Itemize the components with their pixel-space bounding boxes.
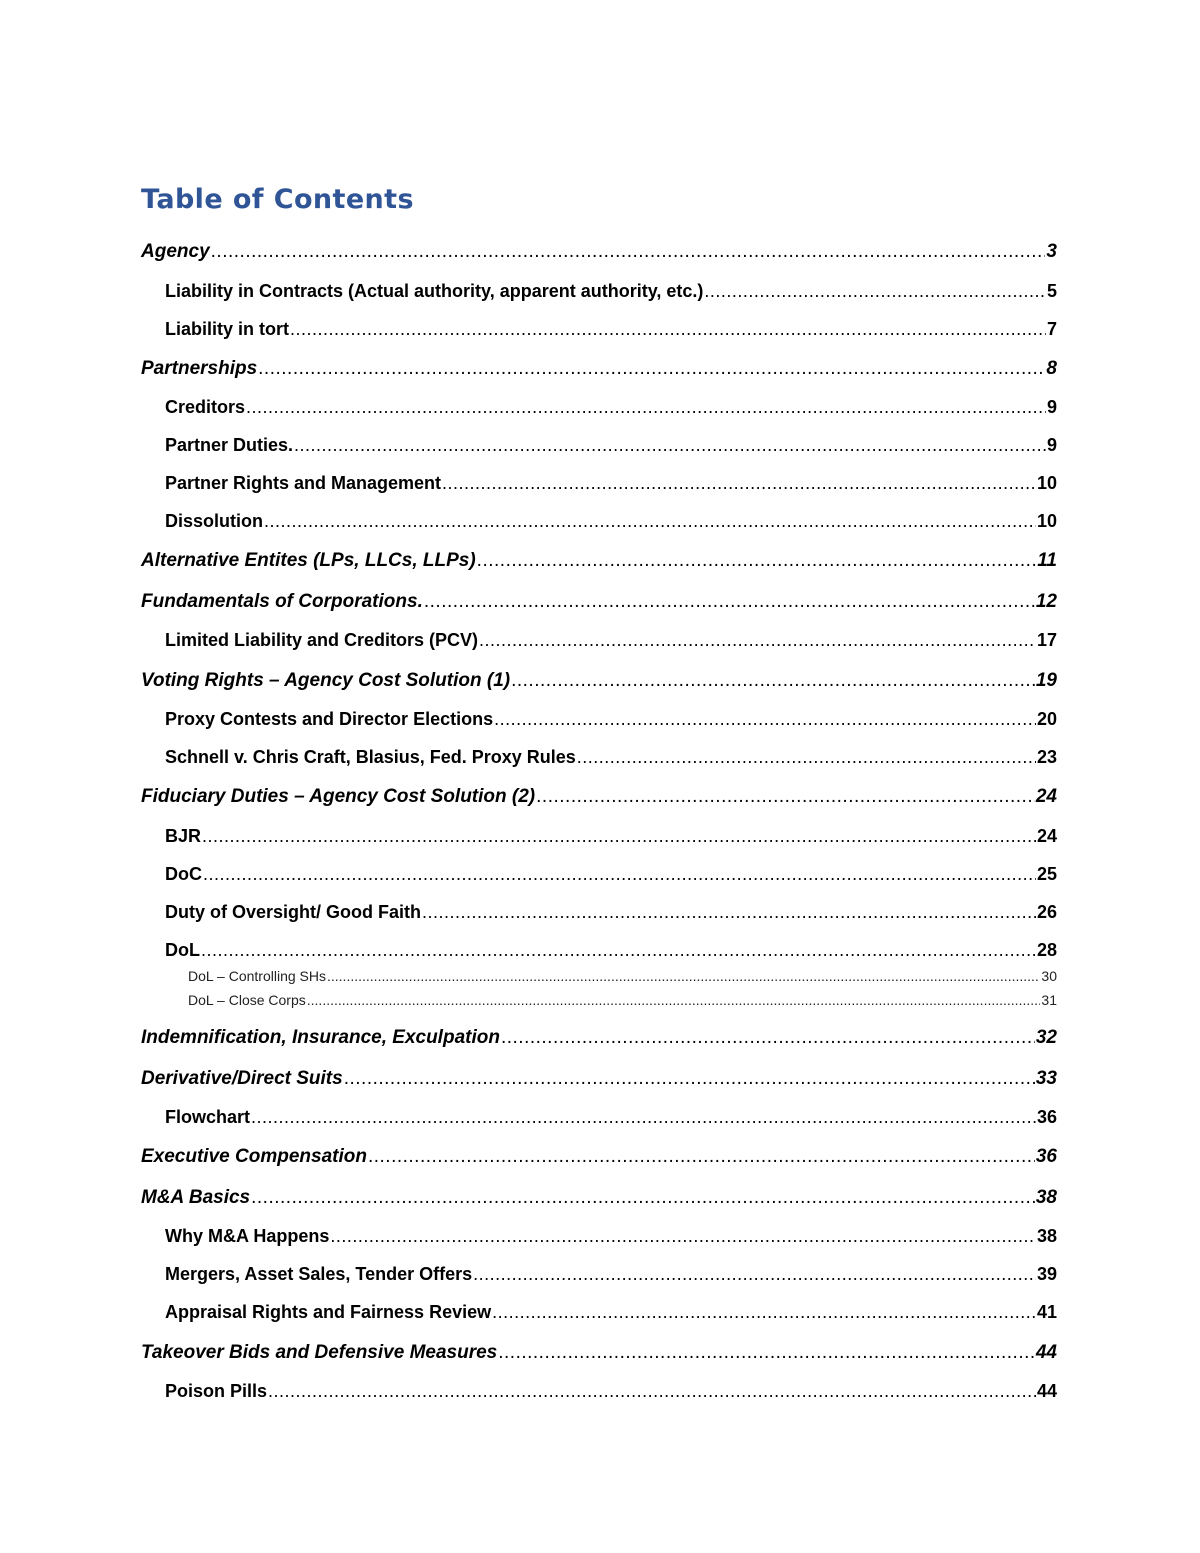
toc-page-number: 24	[1035, 786, 1057, 807]
toc-page-number: 41	[1036, 1302, 1057, 1322]
toc-entry-text: Executive Compensation	[141, 1146, 367, 1167]
toc-leader-dots	[268, 1378, 1036, 1404]
toc-entry-text: BJR	[165, 826, 202, 846]
toc-entry-text: DoC	[165, 864, 202, 884]
toc-leader-dots	[203, 861, 1036, 887]
toc-entry-text: Fundamentals of Corporations.	[141, 591, 423, 612]
toc-entry[interactable]	[165, 394, 1057, 420]
toc-page-number: 36	[1035, 1146, 1057, 1167]
toc-entry[interactable]	[165, 1299, 1057, 1325]
toc-page-number: 17	[1036, 630, 1057, 650]
toc-entry-text: Poison Pills	[165, 1381, 268, 1401]
toc-page-number: 19	[1035, 670, 1057, 691]
toc-entry[interactable]	[141, 356, 1057, 382]
toc-leader-dots	[479, 627, 1036, 653]
toc-page-number: 30	[1041, 968, 1057, 984]
toc-leader-dots	[424, 589, 1035, 615]
toc-page-number: 7	[1046, 319, 1057, 339]
toc-leader-dots	[201, 937, 1036, 963]
toc-leader-dots	[290, 316, 1046, 342]
toc-entry-text: Partner Rights and Management	[165, 473, 442, 493]
toc-entry-text: Appraisal Rights and Fairness Review	[165, 1302, 492, 1322]
toc-entry-text: Takeover Bids and Defensive Measures	[141, 1342, 498, 1363]
toc-page-number: 28	[1036, 940, 1057, 960]
toc-entry-text: Duty of Oversight/ Good Faith	[165, 902, 421, 922]
toc-page-number: 5	[1046, 281, 1057, 301]
toc-entry-text: Mergers, Asset Sales, Tender Offers	[165, 1264, 473, 1284]
toc-entry[interactable]	[141, 1025, 1057, 1051]
toc-entry[interactable]	[165, 937, 1057, 963]
toc-page-number: 11	[1037, 550, 1057, 571]
toc-entry[interactable]	[141, 548, 1057, 574]
toc-entry[interactable]	[141, 1144, 1057, 1170]
toc-page-number: 8	[1046, 358, 1057, 379]
toc-entry-text: Voting Rights – Agency Cost Solution (1)	[141, 670, 511, 691]
toc-entry[interactable]	[141, 668, 1057, 694]
toc-page-number: 44	[1035, 1342, 1057, 1363]
toc-leader-dots	[494, 706, 1036, 732]
toc-page-number: 20	[1036, 709, 1057, 729]
toc-entry[interactable]	[165, 470, 1057, 496]
toc-entry-text: Flowchart	[165, 1107, 251, 1127]
toc-leader-dots	[211, 239, 1046, 265]
toc-entry-text: Agency	[141, 241, 210, 262]
toc-page-number: 44	[1036, 1381, 1057, 1401]
toc-page-number: 39	[1036, 1264, 1057, 1284]
toc-page-number: 9	[1046, 397, 1057, 417]
toc-entry-text: Creditors	[165, 397, 246, 417]
toc-entry[interactable]	[141, 1185, 1057, 1211]
toc-leader-dots	[246, 394, 1046, 420]
toc-entry-text: Indemnification, Insurance, Exculpation	[141, 1027, 500, 1048]
toc-leader-dots	[307, 990, 1041, 1010]
toc-title: Table of Contents	[141, 184, 414, 215]
toc-entry-text: Partnerships	[141, 358, 258, 379]
toc-leader-dots	[704, 278, 1046, 304]
toc-page-number: 31	[1041, 992, 1057, 1008]
toc-entry[interactable]	[165, 899, 1057, 925]
toc-leader-dots	[251, 1185, 1035, 1211]
toc-leader-dots	[368, 1144, 1035, 1170]
toc-entry[interactable]	[165, 627, 1057, 653]
toc-entry-text: DoL – Controlling SHs	[188, 968, 326, 984]
toc-entry-text: Derivative/Direct Suits	[141, 1068, 343, 1089]
toc-entry[interactable]	[165, 1378, 1057, 1404]
toc-entry-text: Dissolution	[165, 511, 263, 531]
toc-entry[interactable]	[165, 823, 1057, 849]
toc-leader-dots	[442, 470, 1036, 496]
toc-page-number: 3	[1046, 241, 1057, 262]
toc-entry[interactable]	[141, 589, 1057, 615]
toc-entry-text: Schnell v. Chris Craft, Blasius, Fed. Proxy Rules	[165, 747, 576, 767]
toc-entry[interactable]	[165, 508, 1057, 534]
toc-entry[interactable]	[165, 861, 1057, 887]
toc-page-number: 33	[1035, 1068, 1057, 1089]
toc-entry[interactable]	[165, 1261, 1057, 1287]
toc-entry[interactable]	[188, 990, 1057, 1010]
toc-page-number: 9	[1046, 435, 1057, 455]
toc-leader-dots	[501, 1025, 1035, 1051]
toc-entry[interactable]	[141, 1066, 1057, 1092]
toc-leader-dots	[330, 1223, 1036, 1249]
toc-entry[interactable]	[165, 432, 1057, 458]
toc-page-number: 24	[1036, 826, 1057, 846]
toc-page-number: 26	[1036, 902, 1057, 922]
toc-leader-dots	[422, 899, 1036, 925]
toc-leader-dots	[264, 508, 1036, 534]
toc-page-number: 12	[1035, 591, 1057, 612]
toc-leader-dots	[327, 966, 1040, 986]
toc-leader-dots	[577, 744, 1036, 770]
toc-page-number: 10	[1036, 473, 1057, 493]
toc-page-number: 36	[1036, 1107, 1057, 1127]
toc-entry[interactable]	[141, 784, 1057, 810]
toc-entry[interactable]	[165, 1104, 1057, 1130]
toc-entry[interactable]	[165, 316, 1057, 342]
toc-entry[interactable]	[165, 744, 1057, 770]
toc-leader-dots	[251, 1104, 1036, 1130]
toc-leader-dots	[492, 1299, 1036, 1325]
toc-leader-dots	[473, 1261, 1036, 1287]
toc-entry-text: Liability in tort	[165, 319, 289, 339]
toc-page-number: 10	[1036, 511, 1057, 531]
toc-entry[interactable]	[165, 706, 1057, 732]
toc-entry-text: DoL – Close Corps	[188, 992, 306, 1008]
toc-page-number: 38	[1036, 1226, 1057, 1246]
toc-entry-text: DoL	[165, 940, 200, 960]
toc-leader-dots	[344, 1066, 1035, 1092]
toc-entry-text: Liability in Contracts (Actual authority, apparent authority, etc.)	[165, 281, 704, 301]
toc-entry-text: Fiduciary Duties – Agency Cost Solution (2)	[141, 786, 536, 807]
toc-entry[interactable]	[141, 239, 1057, 265]
toc-entry[interactable]	[165, 1223, 1057, 1249]
toc-entry[interactable]	[188, 966, 1057, 986]
toc-leader-dots	[477, 548, 1037, 574]
toc-entry-text: Why M&A Happens	[165, 1226, 330, 1246]
toc-entry[interactable]	[141, 1340, 1057, 1366]
toc-page-number: 38	[1035, 1187, 1057, 1208]
toc-leader-dots	[258, 356, 1045, 382]
toc-entry-text: Proxy Contests and Director Elections	[165, 709, 494, 729]
toc-entry-text: Partner Duties.	[165, 435, 294, 455]
toc-leader-dots	[202, 823, 1036, 849]
toc-entry-text: M&A Basics	[141, 1187, 251, 1208]
toc-leader-dots	[498, 1340, 1035, 1366]
toc-page-number: 23	[1036, 747, 1057, 767]
toc-page-number: 32	[1035, 1027, 1057, 1048]
toc-entry-text: Alternative Entites (LPs, LLCs, LLPs)	[141, 550, 476, 571]
toc-leader-dots	[536, 784, 1035, 810]
toc-leader-dots	[294, 432, 1046, 458]
toc-page-number: 25	[1036, 864, 1057, 884]
toc-leader-dots	[511, 668, 1035, 694]
toc-entry-text: Limited Liability and Creditors (PCV)	[165, 630, 479, 650]
toc-entry[interactable]	[165, 278, 1057, 304]
